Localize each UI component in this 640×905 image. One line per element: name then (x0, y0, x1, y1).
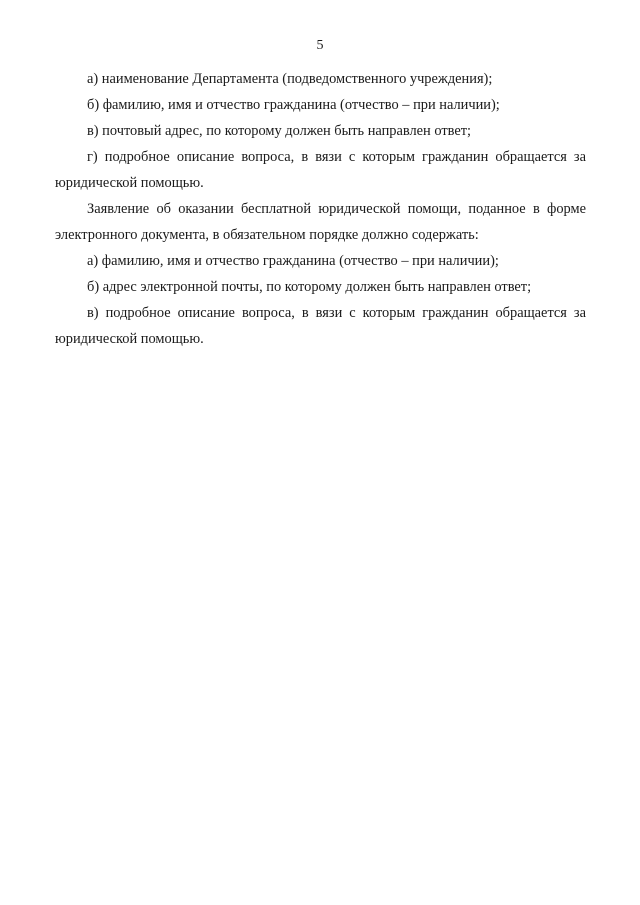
paragraph-item-b: б) фамилию, имя и отчество гражданина (отчество – при наличии); (87, 97, 500, 113)
paragraph-electronic-item-a: а) фамилию, имя и отчество гражданина (отчество – при наличии); (87, 253, 499, 269)
paragraph-item-g: г) подробное описание вопроса, в вязи с которым гражданин обращается за юридической помощью. (55, 149, 586, 191)
document-body (55, 66, 586, 352)
paragraph-electronic-item-v: в) подробное описание вопроса, в вязи с которым гражданин обращается за юридической помощью. (55, 305, 586, 347)
paragraph-electronic-application: Заявление об оказании бесплатной юридической помощи, поданное в форме электронного документа, в обязательном порядке должно содержать: (55, 201, 586, 243)
page-number: 5 (316, 38, 324, 53)
paragraph-item-v: в) почтовый адрес, по которому должен быть направлен ответ; (87, 123, 472, 139)
paragraph-item-a: а) наименование Департамента (подведомственного учреждения); (87, 71, 493, 87)
paragraph-electronic-item-b: б) адрес электронной почты, по которому должен быть направлен ответ; (87, 279, 532, 295)
